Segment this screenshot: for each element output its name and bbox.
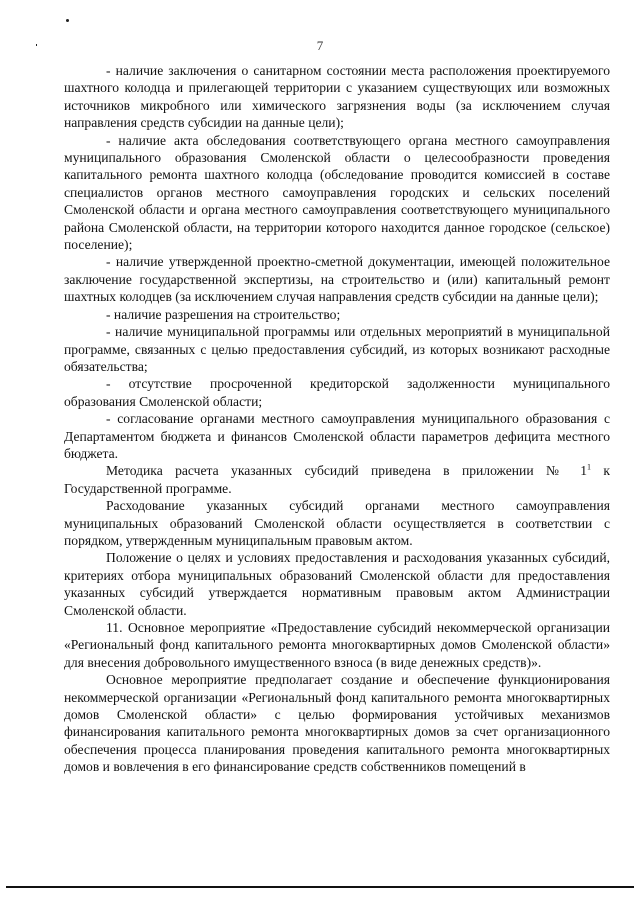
paragraph: - согласование органами местного самоуправления муниципального образования с Департаментом бюджета и финансов Смоленской области параметров дефицита местного бюджета. [64, 411, 610, 461]
paragraph: 11. Основное мероприятие «Предоставление субсидий некоммерческой организации «Региональный фонд капитального ремонта многоквартирных домов Смоленской области» для внесения добровольного имущественного взноса (в виде денежных средств)». [64, 620, 610, 670]
methodology-text: Методика расчета указанных субсидий приведена в приложении № 1 [106, 463, 588, 479]
paragraph: - наличие разрешения на строительство; [106, 306, 341, 322]
bottom-rule [6, 886, 634, 888]
superscript-marker: 1 [587, 462, 592, 472]
paragraph: - наличие заключения о санитарном состоянии места расположения проектируемого шахтного колодца и прилегающей территории с указанием существующих или возможных источников микробного или химического загрязнения воды (за исключением случая направления средств субсидии на данные цели); [64, 63, 610, 131]
document-body [64, 62, 610, 776]
paragraph: Положение о целях и условиях предоставления и расходования указанных субсидий, критериях отбора муниципальных образований Смоленской области для предоставления указанных субсидий утверждается нормативным правовым актом Администрации Смоленской области. [64, 550, 610, 618]
methodology-text-end: к Государственной программе. [64, 463, 610, 496]
paragraph: - наличие муниципальной программы или отдельных мероприятий в муниципальной программе, связанных с целью предоставления субсидий, из которых возникают расходные обязательства; [64, 324, 610, 374]
page-number: 7 [316, 38, 324, 53]
paragraph-methodology [64, 462, 610, 497]
paragraph: Расходование указанных субсидий органами местного самоуправления муниципальных образований Смоленской области осуществляется в соответствии с порядком, утвержденным муниципальным правовым актом. [64, 498, 610, 548]
paragraph: - наличие акта обследования соответствующего органа местного самоуправления муниципального образования Смоленской области о целесообразности проведения капитального ремонта шахтного колодца (обследование проводится комиссией в составе специалистов органов местного самоуправления городских и сельских поселений Смоленской области и органа местного самоуправления соответствующего муниципального района Смоленской области, на территории которого находится данное городское (сельское) поселение); [64, 132, 610, 253]
paragraph: Основное мероприятие предполагает создание и обеспечение функционирования некоммерческой организации «Региональный фонд капитального ремонта многоквартирных домов Смоленской области» с целью формирования устойчивых механизмов финансирования капитального ремонта многоквартирных домов за счет организационного обеспечения процесса планирования проведения капитального ремонта многоквартирных домов и вовлечения в его финансирование средств собственников помещений в [64, 672, 610, 775]
paragraph: - отсутствие просроченной кредиторской задолженности муниципального образования Смоленской области; [64, 376, 610, 409]
paragraph: - наличие утвержденной проектно-сметной документации, имеющей положительное заключение государственной экспертизы, на строительство и (или) капитальный ремонт шахтных колодцев (за исключением случая направления средств субсидии на данные цели); [64, 254, 610, 305]
scan-speck [66, 19, 69, 22]
